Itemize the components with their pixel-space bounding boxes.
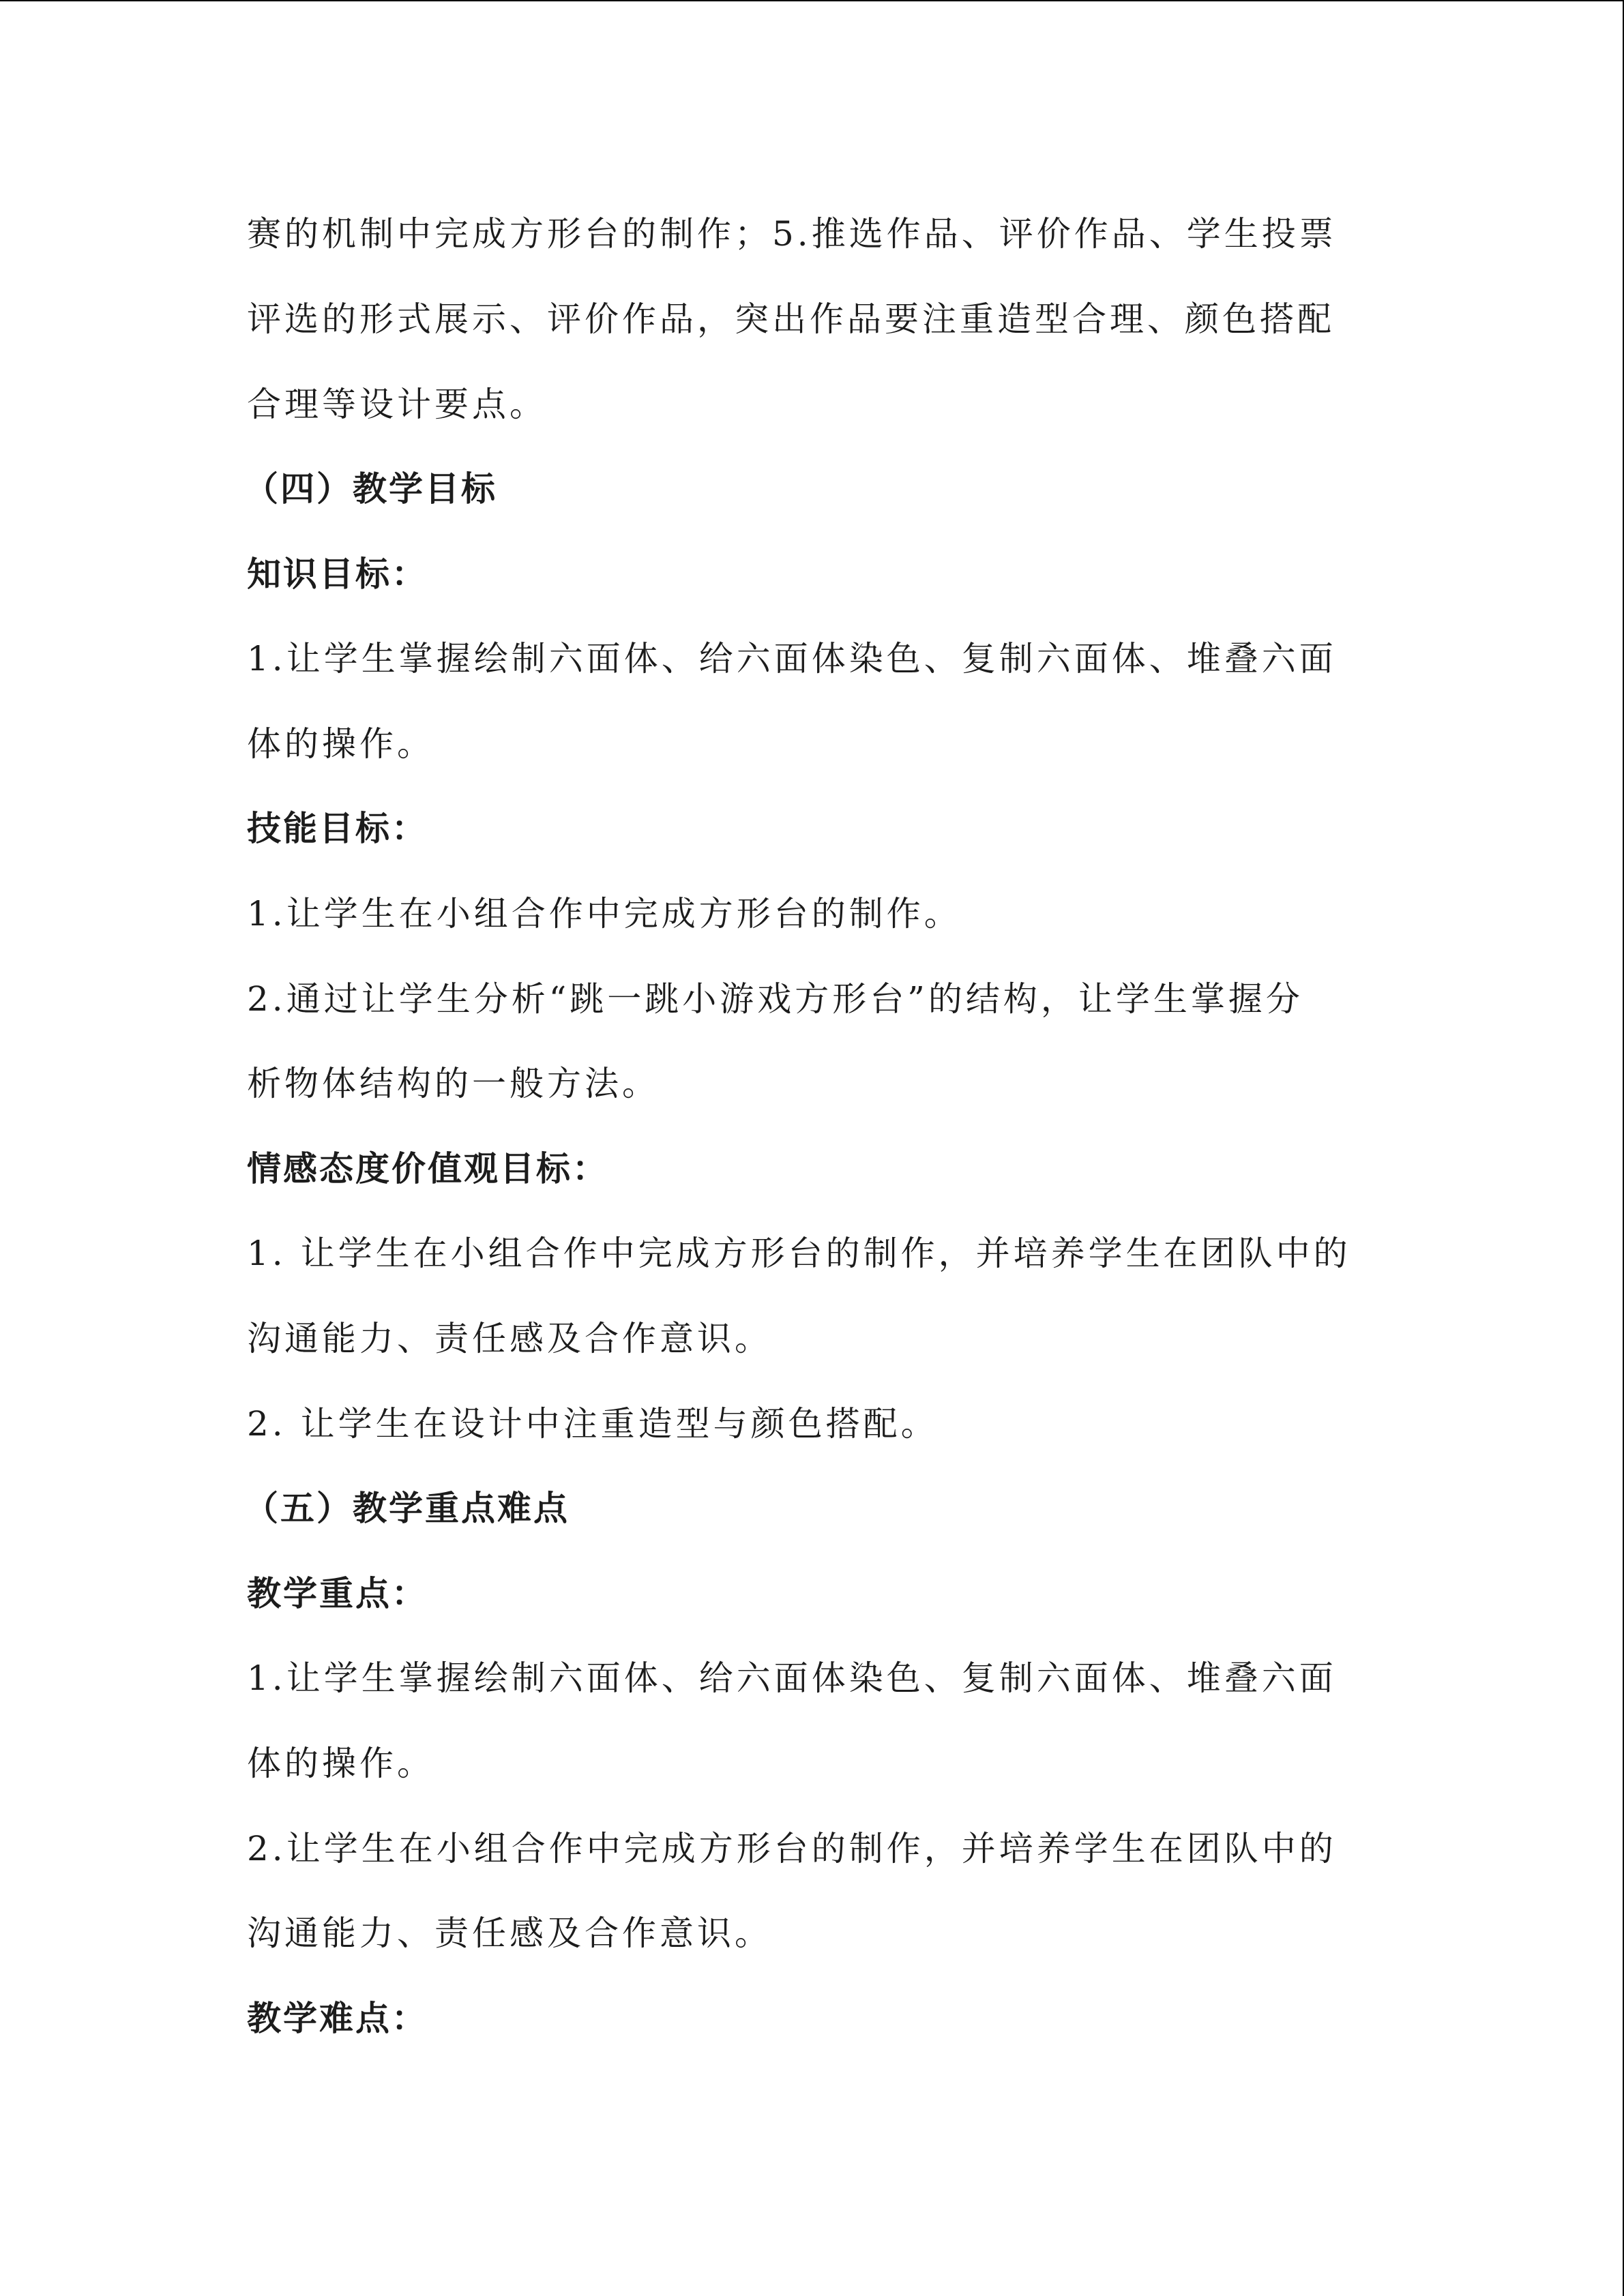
text-line: 析物体结构的一般方法。 — [247, 1064, 660, 1103]
text-line: 1. 让学生在小组合作中完成方形台的制作，并培养学生在团队中的 — [247, 1234, 1351, 1273]
subsection-heading: 情感态度价值观目标： — [247, 1149, 608, 1189]
text-line: 沟通能力、责任感及合作意识。 — [247, 1913, 772, 1953]
text-line: 1.让学生掌握绘制六面体、给六面体染色、复制六面体、堆叠六面 — [247, 639, 1337, 679]
text-line: 体的操作。 — [247, 724, 434, 764]
text-line: 评选的形式展示、评价作品，突出作品要注重造型合理、颜色搭配 — [247, 299, 1335, 339]
subsection-heading: 技能目标： — [247, 809, 428, 848]
text-line: 沟通能力、责任感及合作意识。 — [247, 1319, 772, 1358]
text-line: 体的操作。 — [247, 1744, 434, 1783]
subsection-heading: 知识目标： — [247, 554, 428, 594]
subsection-heading: 教学重点： — [247, 1574, 428, 1613]
subsection-heading: 教学难点： — [247, 1999, 428, 2038]
section-heading: （五）教学重点难点 — [244, 1489, 570, 1528]
text-line: 2.通过让学生分析“跳一跳小游戏方形台”的结构，让学生掌握分 — [247, 979, 1303, 1019]
text-line: 1.让学生在小组合作中完成方形台的制作。 — [247, 894, 962, 934]
section-heading: （四）教学目标 — [244, 469, 497, 509]
text-line: 2.让学生在小组合作中完成方形台的制作，并培养学生在团队中的 — [247, 1829, 1337, 1868]
text-line: 赛的机制中完成方形台的制作；5.推选作品、评价作品、学生投票 — [247, 214, 1337, 254]
text-line: 2. 让学生在设计中注重造型与颜色搭配。 — [247, 1404, 939, 1444]
text-line: 1.让学生掌握绘制六面体、给六面体染色、复制六面体、堆叠六面 — [247, 1658, 1337, 1698]
text-line: 合理等设计要点。 — [247, 385, 547, 424]
